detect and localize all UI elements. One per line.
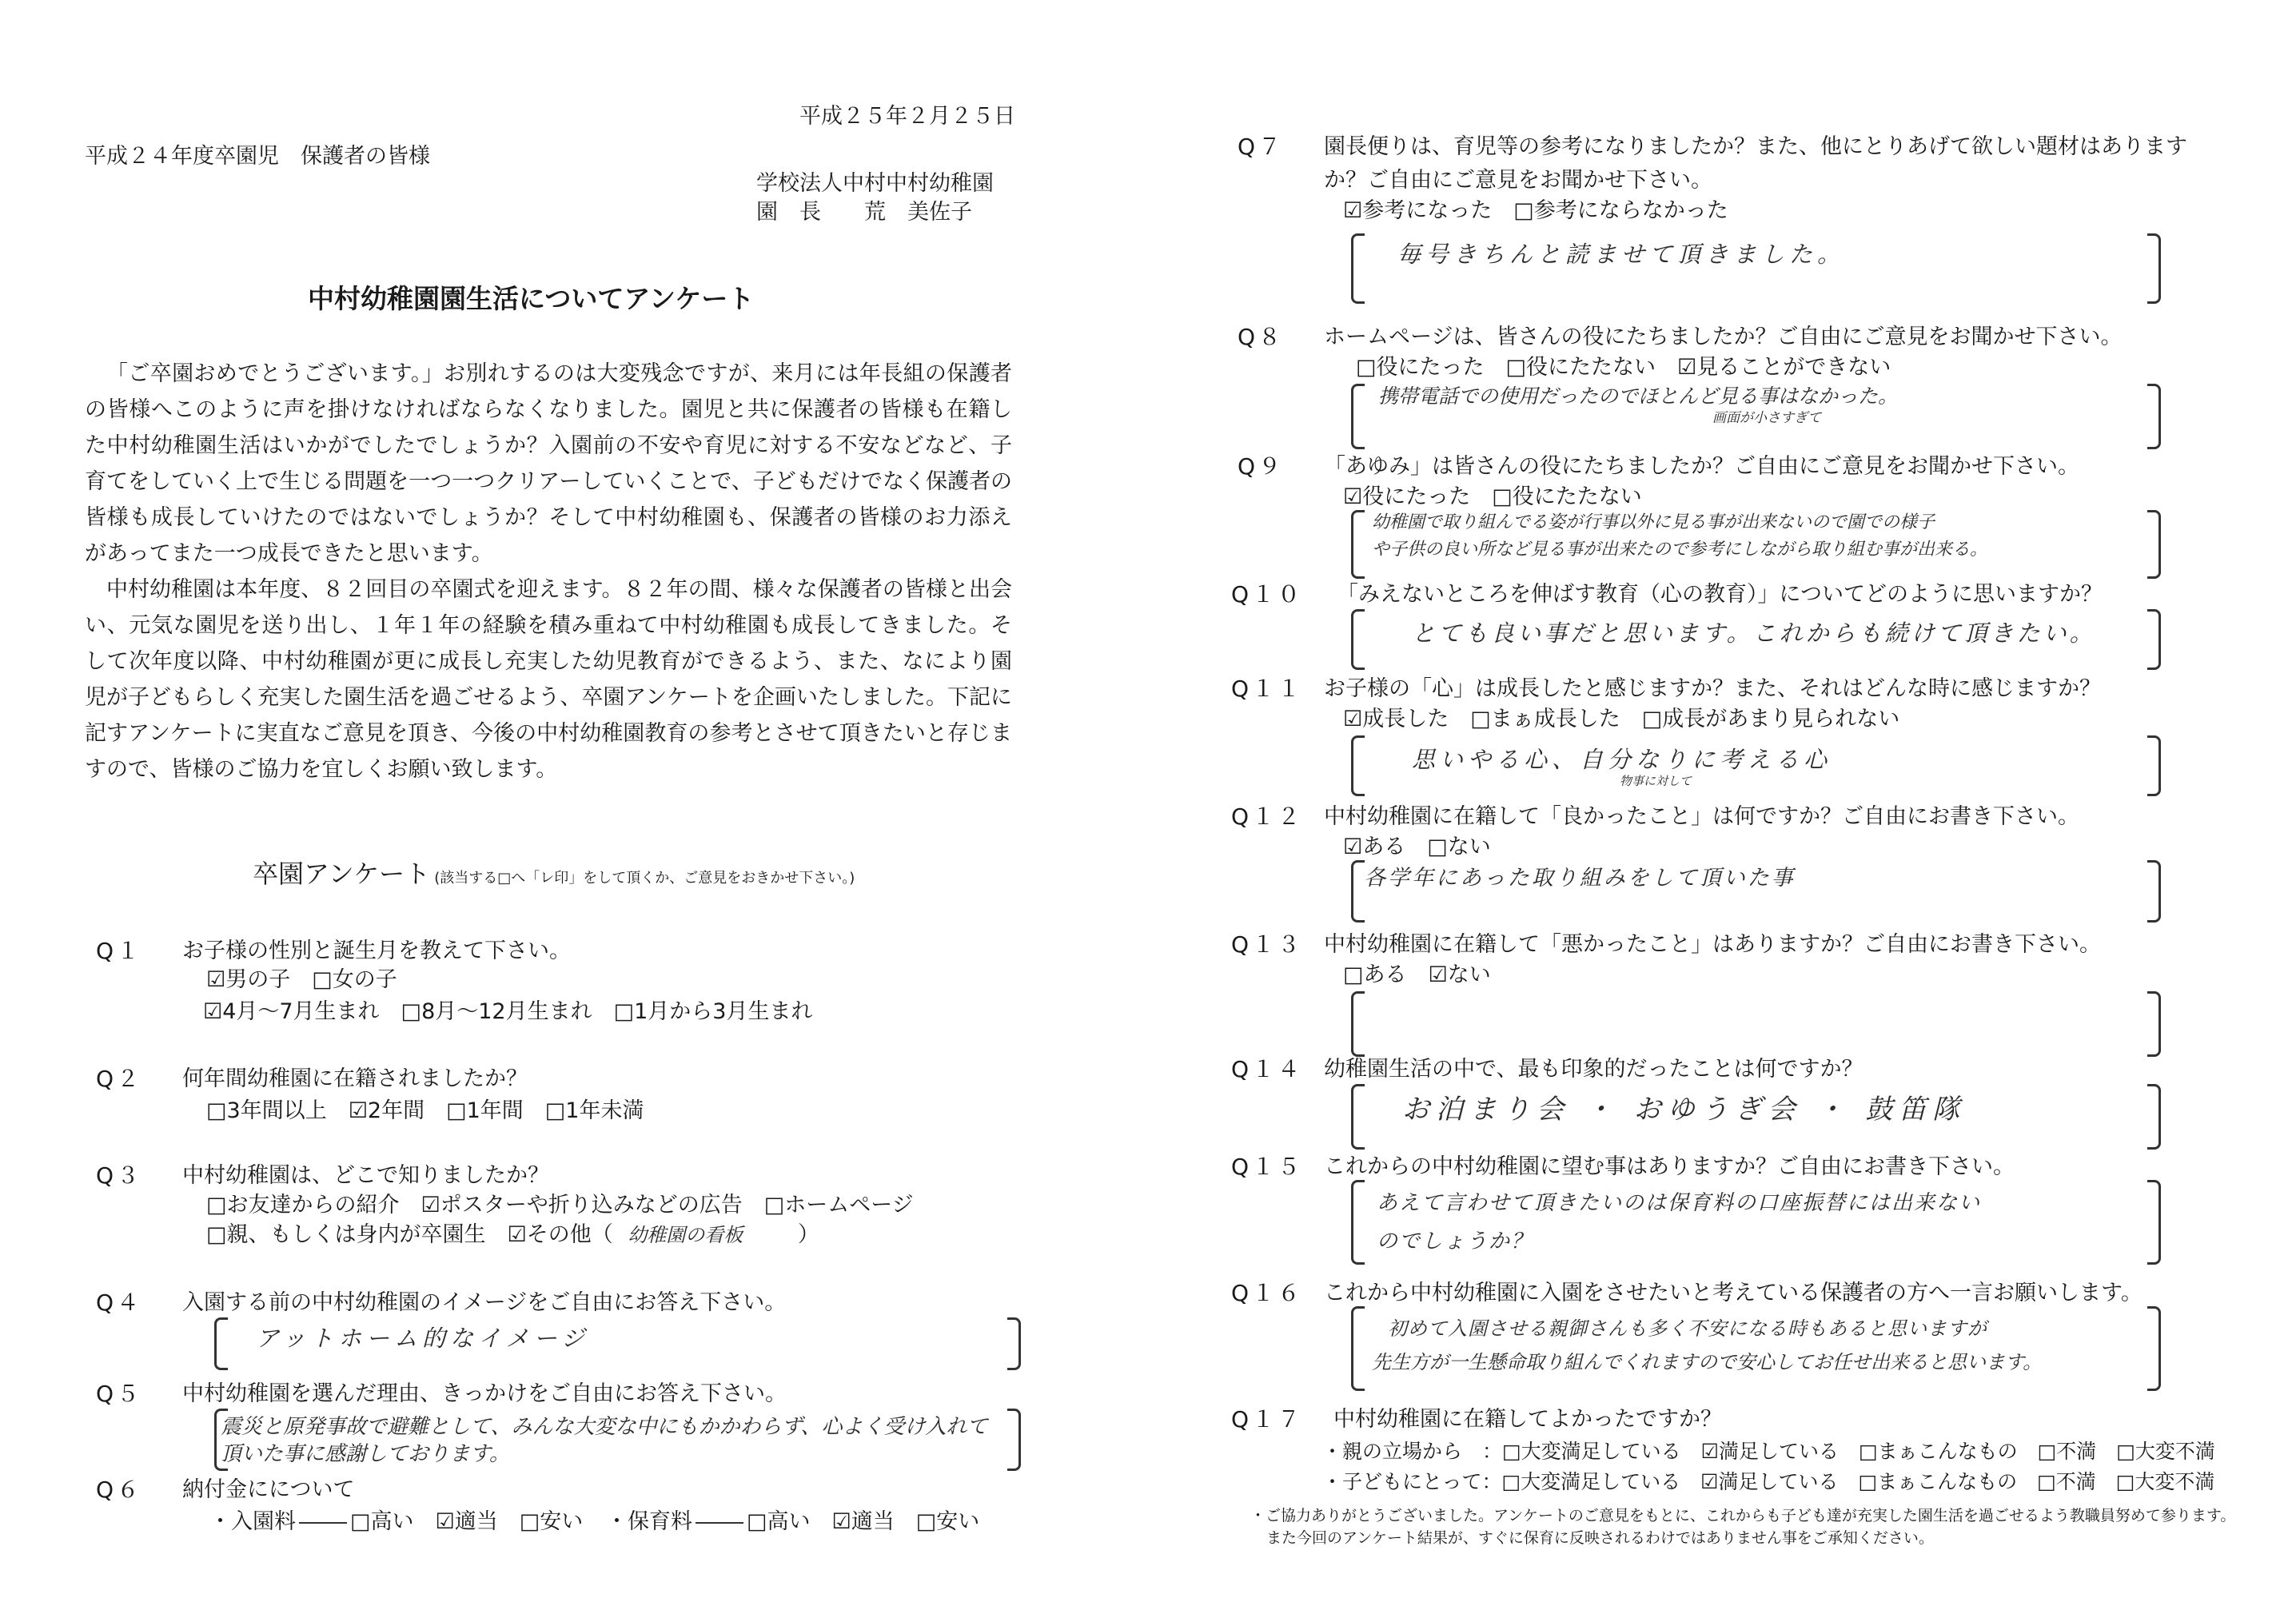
q10-number: Q１０ [1231, 581, 1304, 608]
q16-number: Q１６ [1231, 1280, 1304, 1306]
q6-tuition-options[interactable]: □高い ☑適当 □安い [747, 1509, 980, 1534]
q4-answer[interactable]: アットホーム的なイメージ [256, 1325, 590, 1352]
q12-number: Q１２ [1231, 803, 1304, 830]
q11-question: お子様の「心」は成長したと感じますか？また、それはどんな時に感じますか？ [1324, 676, 2101, 701]
q13-question: 中村幼稚園に在籍して「悪かったこと」はありますか？ご自由にお書き下さい。 [1324, 932, 2101, 957]
q10-question: 「みえないところを伸ばす教育（心の教育）」についてどのように思いますか？ [1337, 582, 2103, 607]
q17-question: 中村幼稚園に在籍してよかったですか？ [1333, 1407, 1722, 1432]
q11-answer-note[interactable]: 物事に対して [1620, 774, 1692, 788]
q3-number: Q３ [96, 1162, 143, 1189]
q6-question: 納付金にについて [182, 1477, 355, 1502]
dash-line [299, 1522, 347, 1524]
q11-number: Q１１ [1231, 675, 1304, 702]
q16-question: これから中村幼稚園に入園をさせたいと考えている保護者の方へ一言お願いします。 [1324, 1281, 2143, 1305]
q15-question: これからの中村幼稚園に望む事はありますか？ご自由にお書き下さい。 [1324, 1154, 2015, 1179]
q13-options[interactable]: □ある ☑ない [1343, 962, 1491, 987]
date: 平成２５年２月２５日 [799, 104, 1015, 129]
addressee: 平成２４年度卒園児 保護者の皆様 [85, 144, 430, 169]
q12-bracket-right [2147, 860, 2161, 923]
school-name: 学校法人中村中村幼稚園 [756, 171, 994, 196]
q9-number: Q９ [1238, 453, 1285, 480]
q5-number: Q５ [96, 1381, 143, 1407]
footer-note-1: ・ご協力ありがとうございました。アンケートのご意見をもとに、これからも子ども達が充実した園生活を過ごせるよう教職員努めて参ります。 [1250, 1507, 2236, 1524]
q9-question: 「あゆみ」は皆さんの役にたちましたか？ご自由にご意見をお聞かせ下さい。 [1324, 454, 2079, 479]
q1-gender-options[interactable]: ☑男の子 □女の子 [206, 967, 397, 992]
q5-answer-line2[interactable]: 頂いた事に感謝しております。 [221, 1442, 510, 1466]
q14-question: 幼稚園生活の中で、最も印象的だったことは何ですか？ [1324, 1057, 1864, 1082]
q12-bracket-left [1351, 860, 1365, 923]
q14-answer[interactable]: お泊まり会 ・ おゆうぎ会 ・ 鼓笛隊 [1402, 1094, 1967, 1126]
q3-question: 中村幼稚園は、どこで知りましたか？ [182, 1163, 549, 1188]
q15-number: Q１５ [1231, 1154, 1304, 1180]
q5-bracket-right [1007, 1409, 1021, 1471]
q8-number: Q８ [1238, 324, 1285, 350]
q7-bracket-left [1351, 233, 1365, 304]
q1-question: お子様の性別と誕生月を教えて下さい。 [182, 939, 571, 963]
q7-options[interactable]: ☑参考になった □参考にならなかった [1343, 198, 1728, 223]
q4-bracket-left [214, 1317, 228, 1370]
q15-answer-line1[interactable]: あえて言わせて頂きたいのは保育料の口座振替には出来ない [1377, 1191, 1982, 1215]
q5-answer-line1[interactable]: 震災と原発事故で避難として、みんな大変な中にもかかわらず、心よく受け入れて [221, 1415, 988, 1439]
q6-tuition-label: ・保育料 [606, 1509, 692, 1534]
q13-bracket-left [1351, 991, 1365, 1057]
principal: 園 長 荒 美佐子 [756, 200, 972, 225]
q4-bracket-right [1007, 1317, 1021, 1370]
q16-answer-line2[interactable]: 先生方が一生懸命取り組んでくれますので安心してお任せ出来ると思います。 [1372, 1351, 2043, 1373]
survey-title: 卒園アンケート [253, 859, 431, 889]
q16-bracket-left [1351, 1306, 1365, 1391]
q14-bracket-right [2147, 1084, 2161, 1150]
page-title: 中村幼稚園園生活についてアンケート [308, 283, 755, 314]
q7-bracket-right [2147, 233, 2161, 304]
q6-tuition-fee [606, 1508, 979, 1536]
intro-paragraph-2: 中村幼稚園は本年度、８２回目の卒園式を迎えます。８２年の間、様々な保護者の皆様と出会い、元気な園児を送り出し、１年１年の経験を積み重ねて中村幼稚園も成長してきました。そして次年度以降、中村幼稚園が更に成長し充実した幼児教育ができるよう、また、なにより園児が子どもらしく充実した園生活を過ごせるよう、卒園アンケートを企画いたしました。下記に記すアンケートに実直なご意見を頂き、今後の中村幼稚園教育の参考とさせて頂きたいと存じますので、皆様のご協力を宜しくお願い致します。 [85, 577, 1012, 782]
q13-number: Q１３ [1231, 931, 1304, 958]
survey-instruction: (該当する□へ「レ印」をして頂くか、ご意見をおきかせ下さい。) [434, 870, 855, 887]
q14-number: Q１４ [1231, 1056, 1304, 1082]
q16-answer-line1[interactable]: 初めて入園させる親御さんも多く不安になる時もあると思いますが [1388, 1317, 1987, 1340]
q8-options[interactable]: □役にたった □役にたたない ☑見ることができない [1356, 355, 1891, 380]
q6-number: Q６ [96, 1477, 143, 1503]
survey-heading [253, 854, 855, 891]
q9-bracket-right [2147, 510, 2161, 579]
q2-number: Q２ [96, 1066, 143, 1092]
q3-options-row2-label[interactable]: □親、もしくは身内が卒園生 ☑その他（ [206, 1222, 613, 1247]
q15-answer-line2[interactable]: のでしょうか？ [1377, 1229, 1534, 1253]
q7-number: Q７ [1238, 134, 1285, 160]
intro-paragraph-1: 「ご卒園おめでとうございます。」お別れするのは大変残念ですが、来月には年長組の保護者の皆様へこのように声を掛けなければならなくなりました。園児と共に保護者の皆様も在籍した中村幼稚園生活はいかがでしたでしょうか？入園前の不安や育児に対する不安などなど、子育てをしていく上で生じる問題を一つ一つクリアーしていくことで、子どもだけでなく保護者の皆様も成長していけたのではないでしょうか？そして中村幼稚園も、保護者の皆様のお力添えがあってまた一つ成長できたと思います。 [85, 361, 1012, 566]
q6-entrance-options[interactable]: □高い ☑適当 □安い [350, 1509, 584, 1534]
q3-options-row2 [206, 1221, 819, 1249]
q10-bracket-right [2147, 609, 2161, 670]
q9-options[interactable]: ☑役にたった □役にたたない [1343, 484, 1642, 509]
q6-entrance-fee [209, 1508, 583, 1536]
q8-answer-line2[interactable]: 画面が小さすぎて [1712, 410, 1821, 426]
q2-options[interactable]: □3年間以上 ☑2年間 □1年間 □1年未満 [206, 1098, 644, 1123]
q16-bracket-right [2147, 1306, 2161, 1391]
q8-question: ホームページは、皆さんの役にたちましたか？ご自由にご意見をお聞かせ下さい。 [1324, 325, 2123, 349]
q10-bracket-left [1351, 609, 1365, 670]
q3-options-row1[interactable]: □お友達からの紹介 ☑ポスターや折り込みなどの広告 □ホームページ [206, 1193, 914, 1217]
q15-bracket-left [1351, 1180, 1365, 1265]
q1-month-options[interactable]: ☑4月～7月生まれ □8月～12月生まれ □1月から3月生まれ [203, 999, 813, 1024]
q8-bracket-right [2147, 384, 2161, 449]
q12-question: 中村幼稚園に在籍して「良かったこと」は何ですか？ご自由にお書き下さい。 [1324, 804, 2079, 829]
q7-question-line1: 園長便りは、育児等の参考になりましたか？また、他にとりあげて欲しい題材はあります [1324, 134, 2187, 159]
q8-answer-line1[interactable]: 携帯電話での使用だったのでほとんど見る事はなかった。 [1378, 385, 1899, 408]
q4-question: 入園する前の中村幼稚園のイメージをご自由にお答え下さい。 [182, 1290, 787, 1315]
q11-options[interactable]: ☑成長した □まぁ成長した □成長があまり見られない [1343, 707, 1900, 731]
q3-other-answer[interactable]: 幼稚園の看板 [628, 1224, 743, 1246]
q11-bracket-right [2147, 735, 2161, 796]
q17-number: Q１７ [1231, 1406, 1304, 1433]
footer-note-2: また今回のアンケート結果が、すぐに保育に反映されるわけではありません事をご承知ください。 [1266, 1529, 1934, 1547]
dash-line [696, 1522, 743, 1524]
q17-child-row[interactable]: ・子どもにとって：□大変満足している ☑満足している □まぁこんなもの □不満 □大変不満 [1322, 1470, 2215, 1493]
q10-answer[interactable]: とても良い事だと思います。これからも続けて頂きたい。 [1412, 620, 2096, 647]
q14-bracket-left [1351, 1084, 1365, 1150]
q13-bracket-right [2147, 991, 2161, 1057]
q8-bracket-left [1351, 384, 1365, 449]
q17-parent-row[interactable]: ・親の立場から ：□大変満足している ☑満足している □まぁこんなもの □不満 □大変不満 [1322, 1440, 2215, 1463]
q11-answer[interactable]: 思いやる心、自分なりに考える心 [1412, 746, 1832, 773]
q9-bracket-left [1351, 510, 1365, 579]
q6-entrance-label: ・入園料 [209, 1509, 296, 1534]
q7-answer[interactable]: 毎号きちんと読ませて頂きました。 [1397, 241, 1846, 268]
q2-question: 何年間幼稚園に在籍されましたか？ [182, 1066, 528, 1091]
q11-bracket-left [1351, 735, 1365, 796]
q3-close-paren: ） [797, 1222, 819, 1247]
q7-question-line2: か？ご自由にご意見をお聞かせ下さい。 [1324, 168, 1712, 193]
q12-options[interactable]: ☑ある □ない [1343, 835, 1491, 859]
right-page [1148, 0, 2296, 1618]
q9-answer-line2[interactable]: や子供の良い所など見る事が出来たので参考にしながら取り組む事が出来る。 [1372, 540, 1988, 560]
q5-question: 中村幼稚園を選んだ理由、きっかけをご自由にお答え下さい。 [182, 1381, 787, 1406]
q9-answer-line1[interactable]: 幼稚園で取り組んでる姿が行事以外に見る事が出来ないので園での様子 [1372, 512, 1935, 532]
q4-number: Q４ [96, 1289, 143, 1316]
q1-number: Q１ [96, 938, 143, 964]
intro-text [85, 356, 1012, 787]
q12-answer[interactable]: 各学年にあった取り組みをして頂いた事 [1364, 866, 1796, 891]
q15-bracket-right [2147, 1180, 2161, 1265]
